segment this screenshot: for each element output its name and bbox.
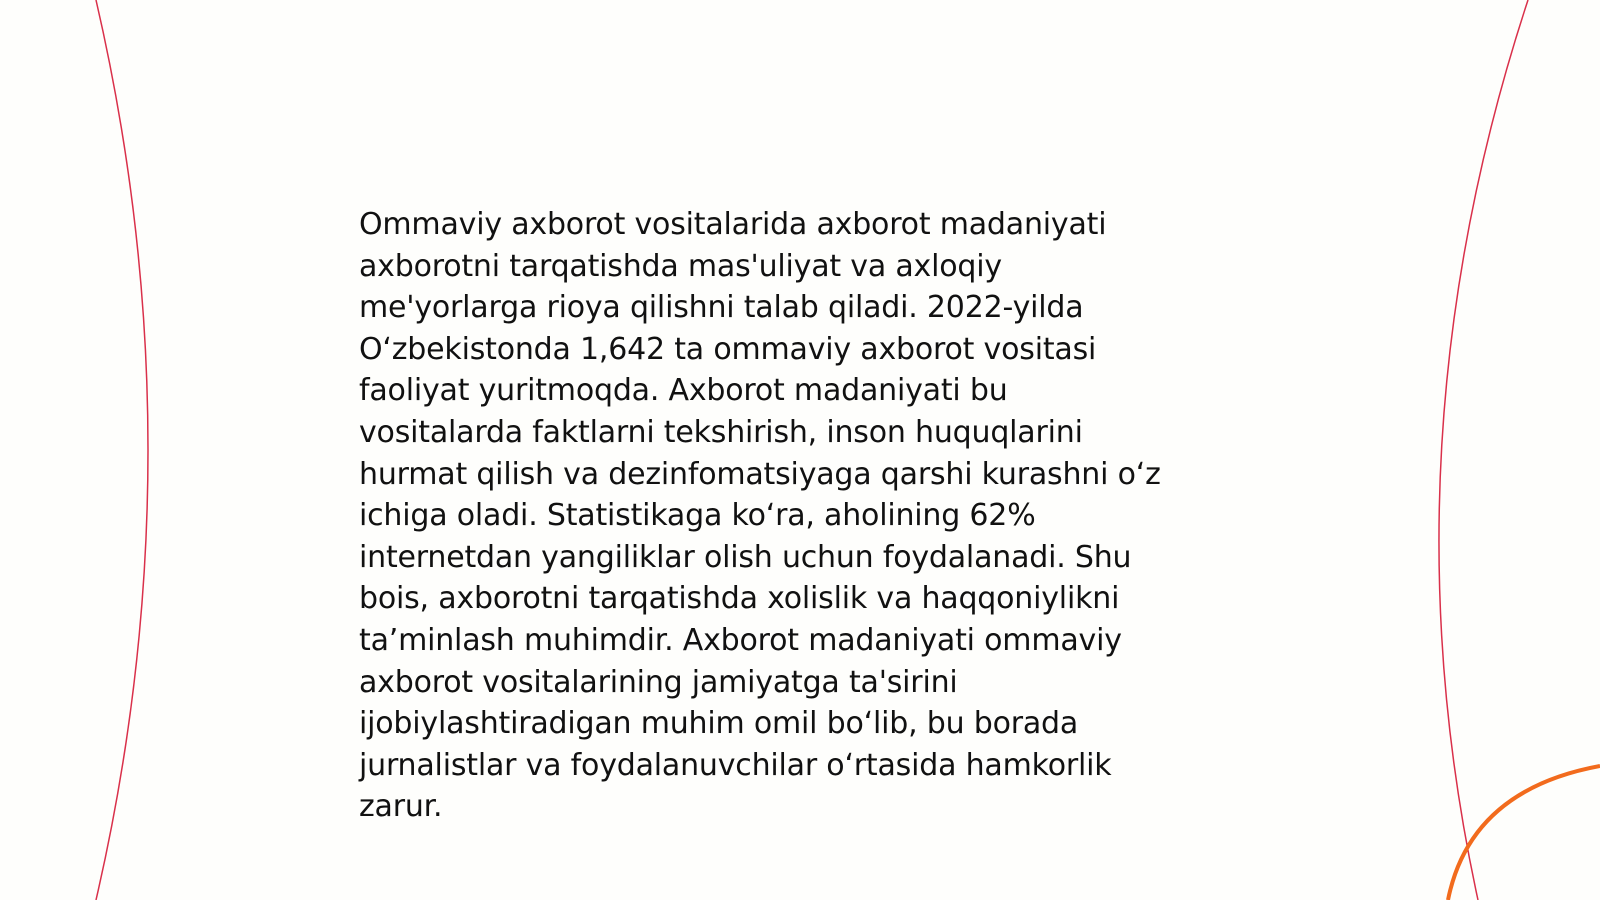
right-curve-line xyxy=(1439,0,1528,900)
body-text: Ommaviy axborot vositalarida axborot madaniyati axborotni tarqatishda mas'uliyat va axloqiy me'yorlarga rioya qilishni talab qiladi. 2022-yilda O‘zbekistonda 1,642 ta ommaviy axborot vositasi faoliyat yuritmoqda. Axborot madaniyati bu vositalarda faktlarni tekshirish, inson huquqlarini hurmat qilish va dezinfomatsiyaga qarshi kurashni o‘z ichiga oladi. Statistikaga ko‘ra, aholining 62% internetdan yangiliklar olish uchun foydalanadi. Shu bois, axborotni tarqatishda xolislik va haqqoniylikni ta’minlash muhimdir. Axborot madaniyati ommaviy axborot vositalarining jamiyatga ta'sirini ijobiylashtiradigan muhim omil bo‘lib, bu borada jurnalistlar va foydalanuvchilar o‘rtasida hamkorlik zarur. xyxy=(359,207,1161,825)
left-curve-line xyxy=(96,0,148,900)
orange-arc xyxy=(1448,766,1600,900)
